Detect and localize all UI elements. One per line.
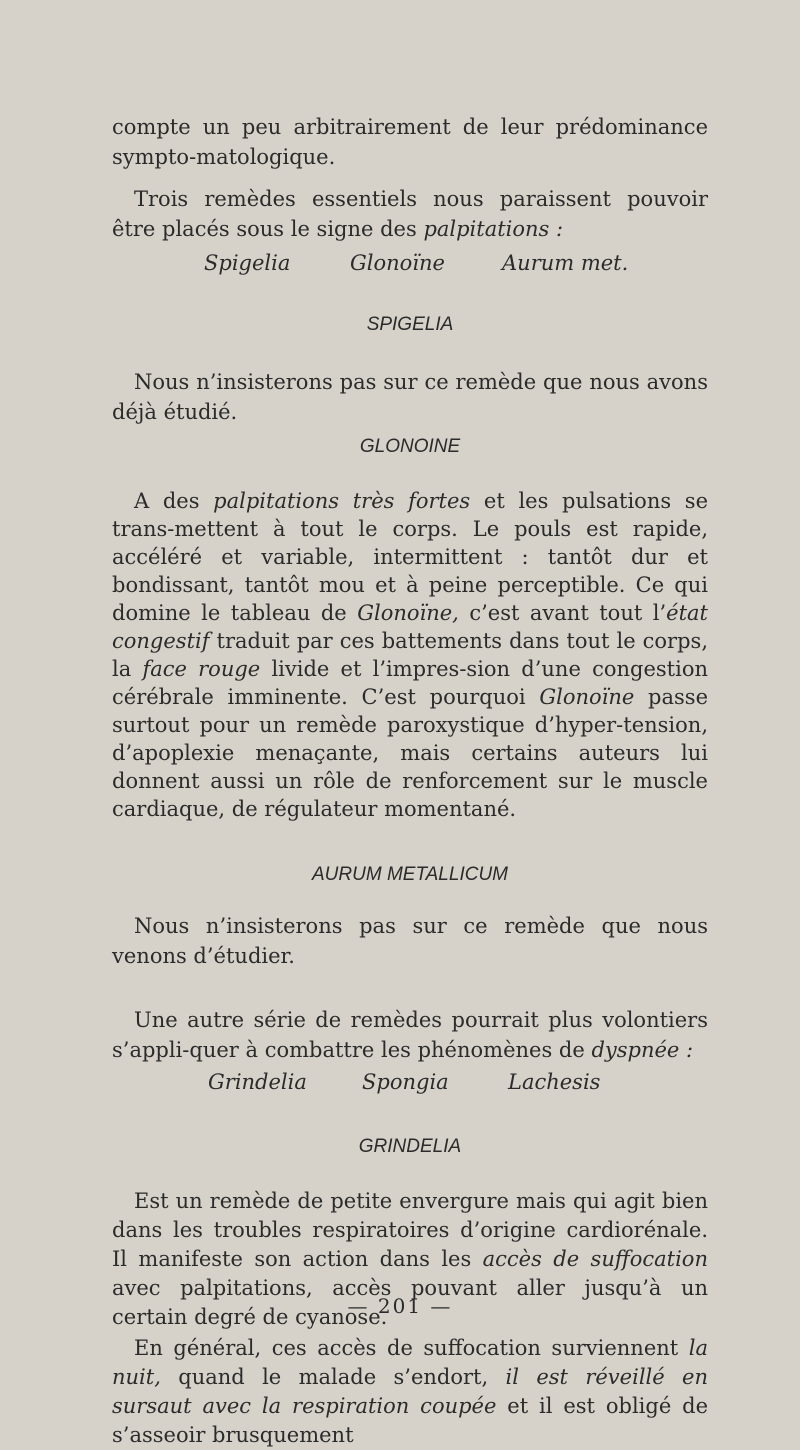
spigelia-paragraph: Nous n’insisterons pas sur ce remède que nous avons déjà étudié. <box>112 370 708 424</box>
glonoine-em-1: palpitations très fortes <box>213 489 471 513</box>
glonoine-em-4: face rouge <box>142 657 261 681</box>
glonoine-text-5: livide et l’impres-sion d’une congestion cérébrale imminente. C’est pourquoi <box>112 657 708 709</box>
heading-glonoine: GLONOINE <box>359 436 461 457</box>
palpitations-intro-text: Trois remèdes essentiels nous paraissent pouvoir être placés sous le signe des <box>112 187 708 241</box>
remedy-grindelia: Grindelia <box>208 1070 307 1094</box>
glonoine-text-6: passe surtout pour un remède paroxystique d’hyper-tension, d’apoplexie menaçante, mais certains auteurs lui donnent aussi un rôle de renforcement sur le muscle cardiaque, de régulateur momentané. <box>112 685 708 821</box>
glonoine-em-3: état congestif <box>112 601 708 653</box>
aurum-paragraph: Nous n’insisterons pas sur ce remède que nous venons d’étudier. <box>112 914 708 968</box>
remedy-aurum: Aurum met. <box>502 251 629 275</box>
grindelia-text-3: En général, ces accès de suffocation surviennent <box>134 1336 689 1360</box>
dyspnee-intro <box>112 1005 708 1065</box>
grindelia-em-1: accès de suffocation <box>482 1247 708 1271</box>
grindelia-text-1: Est un remède de petite envergure mais qui agit bien dans les troubles respiratoires d’origine cardiorénale. Il manifeste son action dans les <box>112 1189 708 1271</box>
grindelia-text-4: quand le malade s’endort, <box>160 1365 506 1389</box>
remedy-lachesis: Lachesis <box>508 1070 601 1094</box>
remedy-spigelia: Spigelia <box>204 251 291 275</box>
glonoine-text-1: A des <box>134 489 214 513</box>
heading-grindelia: GRINDELIA <box>358 1136 462 1157</box>
heading-aurum-metallicum: AURUM METALLICUM <box>312 864 508 885</box>
glonoine-em-2: Glonoïne, <box>357 601 459 625</box>
glonoine-text-2: et les pulsations se trans-mettent à tout le corps. Le pouls est rapide, accéléré et variable, intermittent : tantôt dur et bondissant, tantôt mou et à peine perceptible. Ce qui domine le tableau de <box>112 489 709 625</box>
glonoine-paragraph <box>112 487 708 823</box>
dyspnee-intro-text: Une autre série de remèdes pourrait plus volontiers s’appli-quer à combattre les phénomènes de <box>112 1008 708 1062</box>
grindelia-text-2: avec palpitations, accès pouvant aller jusqu’à un certain degré de cyanose. <box>112 1276 708 1329</box>
grindelia-paragraph-2 <box>112 1334 708 1450</box>
palpitation-remedy-list <box>112 248 708 278</box>
glonoine-em-5: Glonoïne <box>539 685 635 709</box>
grindelia-text-5: et il est obligé de s’asseoir brusquement <box>112 1394 708 1447</box>
glonoine-text-4: traduit par ces battements dans tout le corps, la <box>112 629 708 681</box>
intro-paragraph: compte un peu arbitrairement de leur prédominance sympto-matologique. <box>112 115 708 169</box>
palpitations-term: palpitations : <box>423 217 564 241</box>
grindelia-em-2: la nuit, <box>112 1336 708 1389</box>
grindelia-em-3: il est réveillé en sursaut avec la respiration coupée <box>112 1365 709 1418</box>
dyspnee-remedy-list <box>112 1067 708 1097</box>
page-number: — 201 — <box>347 1294 453 1318</box>
remedy-glonoine: Glonoïne <box>350 251 445 275</box>
palpitations-intro <box>112 184 708 244</box>
dyspnee-term: dyspnée : <box>591 1038 694 1062</box>
glonoine-text-3: c’est avant tout l’ <box>458 601 667 625</box>
heading-spigelia: SPIGELIA <box>366 314 454 335</box>
remedy-spongia: Spongia <box>362 1070 449 1094</box>
